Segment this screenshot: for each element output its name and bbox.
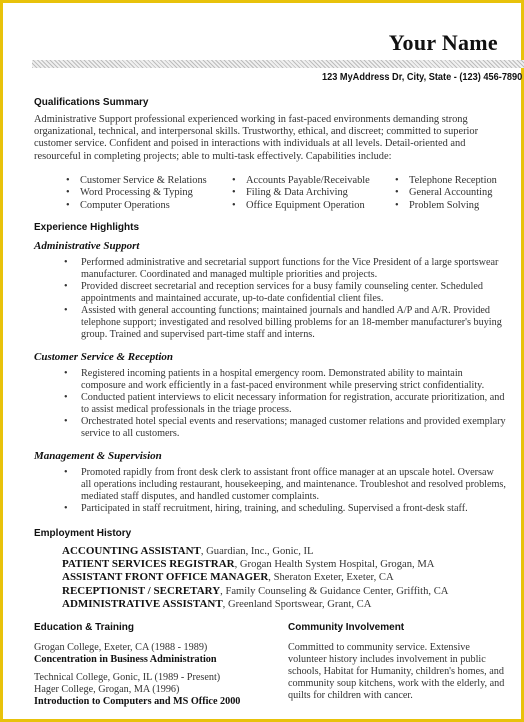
school-entry: Hager College, Grogan, MA (1996)	[34, 684, 180, 696]
job-title: ASSISTANT FRONT OFFICE MANAGER	[62, 571, 269, 584]
job-title: RECEPTIONIST / SECRETARY	[62, 584, 221, 597]
capabilities-col-3	[395, 175, 497, 212]
experience-bullet: • Assisted with general accounting functions; maintained journals and handled A/P and A/R. Provided telephone support; investigated and resolved billing problems for an 18-member manufacturer's buying group. Trained and supervised part-time staff and interns.	[64, 305, 506, 341]
school-entry: Grogan College, Exeter, CA (1988 - 1989)	[34, 642, 208, 653]
employment-list	[62, 545, 448, 611]
job-detail: , Greenland Sportswear, Grant, CA	[222, 598, 372, 610]
experience-bullet: • Provided discreet secretarial and reception services for a busy family counseling center. Scheduled appointments and maintained accurate, up-to-date confidential client files.	[64, 281, 506, 305]
job-row	[62, 545, 448, 558]
job-title: PATIENT SERVICES REGISTRAR	[62, 558, 235, 571]
capability-item: • Customer Service & Relations	[66, 175, 207, 187]
school-entry: Technical College, Gonic, IL (1989 - Present)	[34, 672, 221, 684]
capability-item: • General Accounting	[395, 187, 497, 199]
section-title-customer: Customer Service & Reception	[34, 351, 174, 363]
job-detail: , Sheraton Exeter, Exeter, CA	[268, 572, 394, 584]
experience-bullet: • Conducted patient interviews to elicit necessary information for registration, accurate prioritization, and to assist medical professionals in the triage process.	[64, 392, 506, 416]
capability-item: • Office Equipment Operation	[232, 200, 370, 212]
job-detail: , Guardian, Inc., Gonic, IL	[200, 546, 314, 557]
experience-bullet: • Promoted rapidly from front desk clerk to assistant front office manager at an upscale hotel. Oversaw all operations including restaurant, housekeeping, and maintenance. Troubleshot and resolved problems, mediated staff disputes, and handled customer complaints.	[64, 467, 506, 503]
job-row	[62, 571, 448, 584]
section-title-admin: Administrative Support	[34, 240, 140, 252]
experience-bullet: • Participated in staff recruitment, hiring, training, and scheduling. Supervised a front-desk staff.	[64, 503, 506, 515]
employment-heading: Employment History	[34, 528, 132, 539]
job-detail: , Grogan Health System Hospital, Grogan, MA	[234, 559, 435, 571]
admin-bullets	[64, 257, 506, 341]
job-title: ADMINISTRATIVE ASSISTANT	[62, 597, 223, 610]
capability-item: • Filing & Data Archiving	[232, 187, 370, 199]
job-title: ACCOUNTING ASSISTANT	[62, 545, 201, 557]
job-row	[62, 558, 448, 571]
qualifications-summary: Administrative Support professional experienced working in fast-paced environments demanding strong organizational, technical, and interpersonal skills. Trustworthy, ethical, and discreet; committed to superior customer service. Confident and poised in interactions with individuals at all levels. Detail-oriented and resourceful in completing projects; able to multi-task effectively. Capabilities include:	[34, 114, 479, 162]
section-title-management: Management & Supervision	[34, 450, 162, 462]
job-detail: , Family Counseling & Guidance Center, Griffith, CA	[220, 585, 449, 597]
capability-item: • Telephone Reception	[395, 175, 497, 187]
degree-entry: Introduction to Computers and MS Office 2000	[34, 696, 241, 708]
frame-top-border	[0, 0, 524, 3]
experience-bullet: • Orchestrated hotel special events and reservations; managed customer relations and provided exemplary service to all customers.	[64, 416, 506, 440]
capability-item: • Word Processing & Typing	[66, 187, 207, 199]
capability-item: • Problem Solving	[395, 200, 497, 212]
contact-address: 123 MyAddress Dr, City, State - (123) 456-7890	[322, 72, 523, 83]
experience-bullet: • Registered incoming patients in a hospital emergency room. Demonstrated ability to maintain composure and work efficiently in a fast-paced environment while preserving strict confidentiality.	[64, 368, 506, 392]
capabilities-col-2	[232, 175, 370, 212]
capability-item: • Computer Operations	[66, 200, 207, 212]
experience-bullet: • Performed administrative and secretarial support functions for the Vice President of a large sportswear manufacturer. Coordinated and managed multiple priorities and projects.	[64, 257, 506, 281]
capability-item: • Accounts Payable/Receivable	[232, 175, 370, 187]
customer-bullets	[64, 368, 506, 440]
resume-name: Your Name	[388, 30, 498, 55]
community-heading: Community Involvement	[288, 622, 405, 633]
experience-heading: Experience Highlights	[34, 222, 140, 233]
capabilities-col-1	[66, 175, 207, 212]
qualifications-heading: Qualifications Summary	[34, 97, 149, 108]
job-row	[62, 585, 448, 598]
education-list	[34, 642, 240, 708]
frame-left-border	[0, 0, 3, 722]
job-row	[62, 598, 448, 611]
header-rule	[32, 60, 524, 68]
management-bullets	[64, 467, 506, 515]
community-text: Committed to community service. Extensive volunteer history includes involvement in public schools, Habitat for Humanity, children's homes, and community soup kitchens, work with the elderly, and quilts for children with cancer.	[288, 642, 505, 702]
education-heading: Education & Training	[34, 622, 135, 633]
degree-entry: Concentration in Business Administration	[34, 654, 217, 666]
